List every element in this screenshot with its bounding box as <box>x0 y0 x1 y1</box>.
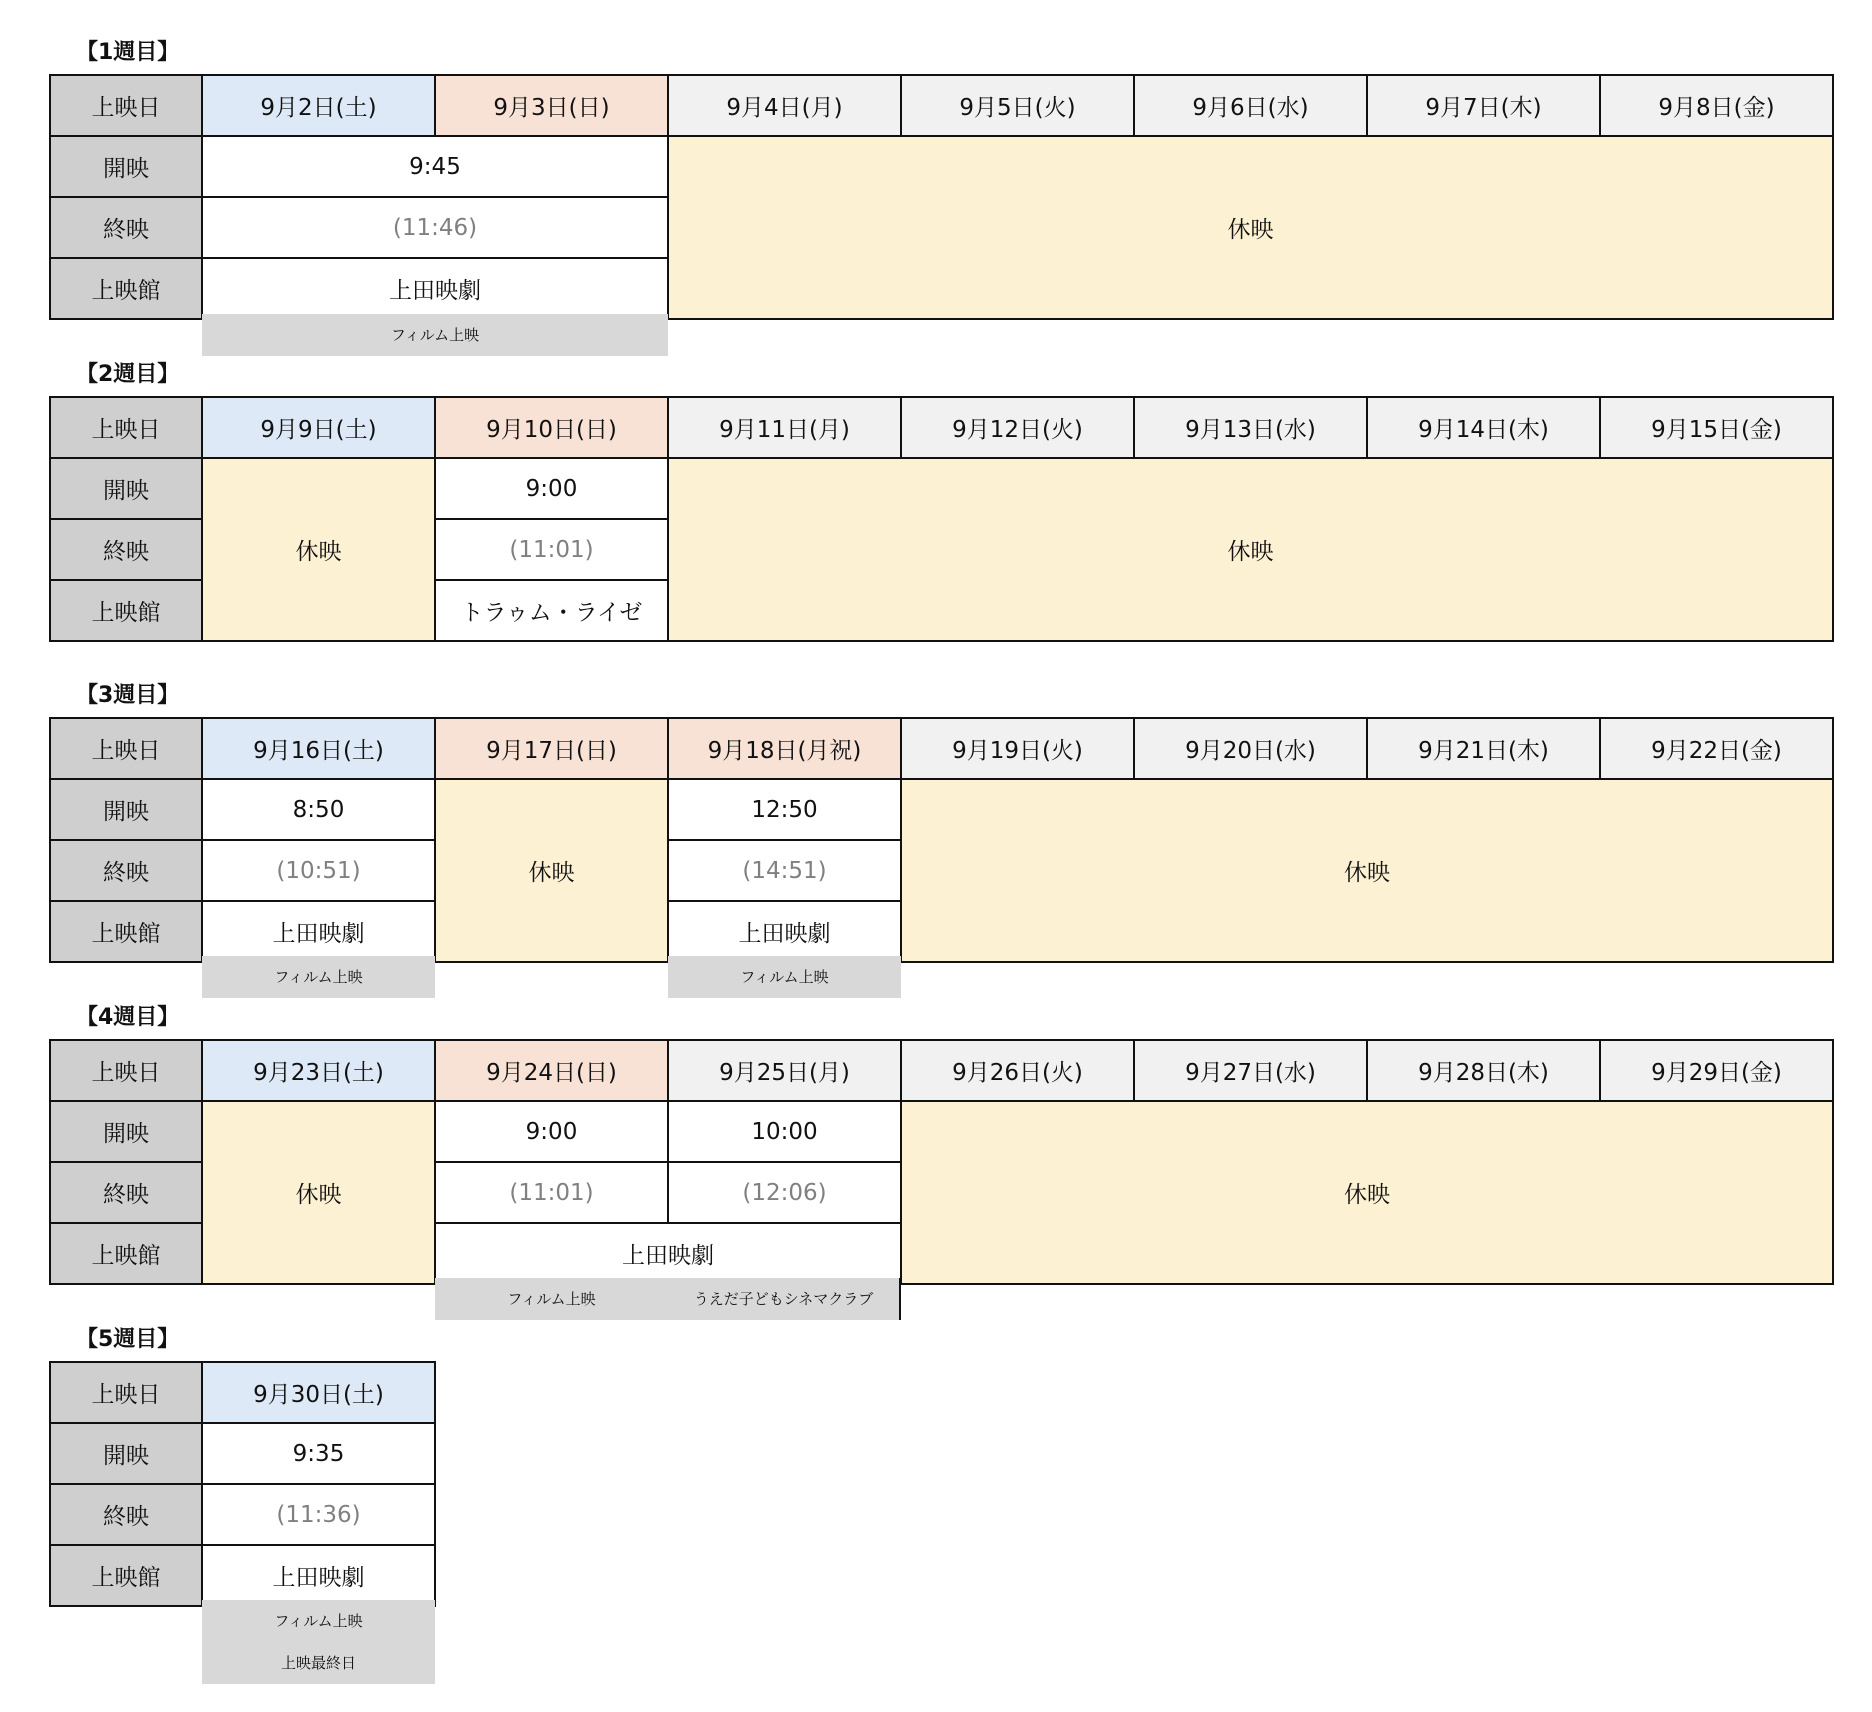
date-cell: 9月25日(月) <box>668 1040 901 1101</box>
end-time: (11:36) <box>202 1484 435 1545</box>
date-cell: 9月8日(金) <box>1600 75 1833 136</box>
row-label-start: 開映 <box>50 136 202 197</box>
closed-cell: 休映 <box>202 1101 435 1284</box>
end-time: (14:51) <box>668 840 901 901</box>
start-row <box>50 1423 435 1484</box>
date-cell: 9月22日(金) <box>1600 718 1833 779</box>
date-cell: 9月20日(水) <box>1134 718 1367 779</box>
start-time: 12:50 <box>668 779 901 840</box>
date-cell: 9月23日(土) <box>202 1040 435 1101</box>
venue-cell: 上田映劇 <box>202 1545 435 1606</box>
date-cell: 9月13日(水) <box>1134 397 1367 458</box>
date-cell: 9月27日(水) <box>1134 1040 1367 1101</box>
start-time: 9:45 <box>202 136 668 197</box>
date-cell: 9月3日(日) <box>435 75 668 136</box>
week3-title: 【3週目】 <box>76 683 180 708</box>
row-label-start: 開映 <box>50 1423 202 1484</box>
date-cell: 9月12日(火) <box>901 397 1134 458</box>
date-cell: 9月14日(木) <box>1367 397 1600 458</box>
note-badge: フィルム上映 <box>202 314 668 356</box>
start-row <box>50 1101 1833 1162</box>
week1-table <box>49 74 1834 320</box>
date-row <box>50 1362 435 1423</box>
row-label-end: 終映 <box>50 1484 202 1545</box>
venue-cell: 上田映劇 <box>202 901 435 962</box>
date-cell: 9月7日(木) <box>1367 75 1600 136</box>
week5-title: 【5週目】 <box>76 1327 180 1352</box>
date-row <box>50 75 1833 136</box>
venue-row <box>50 1545 435 1606</box>
closed-cell: 休映 <box>668 458 1833 641</box>
start-row <box>50 458 1833 519</box>
row-label-end: 終映 <box>50 519 202 580</box>
week5-table <box>49 1361 436 1607</box>
end-time: (11:01) <box>435 1162 668 1223</box>
end-time: (11:01) <box>435 519 668 580</box>
row-label-start: 開映 <box>50 1101 202 1162</box>
note-badge: フィルム上映 <box>274 1612 363 1630</box>
closed-cell: 休映 <box>202 458 435 641</box>
date-cell: 9月11日(月) <box>668 397 901 458</box>
row-label-start: 開映 <box>50 458 202 519</box>
row-label-date: 上映日 <box>50 718 202 779</box>
start-time: 9:00 <box>435 1101 668 1162</box>
week2-table <box>49 396 1834 642</box>
venue-cell: 上田映劇 <box>668 901 901 962</box>
note-badge: フィルム上映 <box>202 956 435 998</box>
date-cell: 9月21日(木) <box>1367 718 1600 779</box>
row-label-venue: 上映館 <box>50 1545 202 1606</box>
row-label-start: 開映 <box>50 779 202 840</box>
date-cell: 9月18日(月祝) <box>668 718 901 779</box>
date-cell: 9月15日(金) <box>1600 397 1833 458</box>
closed-cell: 休映 <box>901 1101 1833 1284</box>
date-cell: 9月17日(日) <box>435 718 668 779</box>
date-cell: 9月28日(木) <box>1367 1040 1600 1101</box>
date-row <box>50 718 1833 779</box>
row-label-date: 上映日 <box>50 1362 202 1423</box>
row-label-date: 上映日 <box>50 397 202 458</box>
date-cell: 9月9日(土) <box>202 397 435 458</box>
start-time: 10:00 <box>668 1101 901 1162</box>
date-cell: 9月5日(火) <box>901 75 1134 136</box>
date-cell: 9月26日(火) <box>901 1040 1134 1101</box>
start-time: 8:50 <box>202 779 435 840</box>
row-label-end: 終映 <box>50 1162 202 1223</box>
note-badge: フィルム上映 <box>668 956 901 998</box>
start-row <box>50 136 1833 197</box>
date-cell: 9月6日(水) <box>1134 75 1367 136</box>
row-label-venue: 上映館 <box>50 258 202 319</box>
row-label-date: 上映日 <box>50 1040 202 1101</box>
date-cell: 9月16日(土) <box>202 718 435 779</box>
date-cell: 9月10日(日) <box>435 397 668 458</box>
venue-cell: トラゥム・ライゼ <box>435 580 668 641</box>
row-label-end: 終映 <box>50 197 202 258</box>
note-badge: うえだ子どもシネマクラブ <box>668 1278 901 1320</box>
start-time: 9:00 <box>435 458 668 519</box>
row-label-venue: 上映館 <box>50 580 202 641</box>
date-cell: 9月30日(土) <box>202 1362 435 1423</box>
end-row <box>50 1484 435 1545</box>
date-cell: 9月24日(日) <box>435 1040 668 1101</box>
note-badge: 上映最終日 <box>280 1654 356 1672</box>
note-badge: フィルム上映 <box>435 1278 668 1320</box>
end-time: (10:51) <box>202 840 435 901</box>
row-label-venue: 上映館 <box>50 1223 202 1284</box>
date-row <box>50 1040 1833 1101</box>
week4-title: 【4週目】 <box>76 1005 180 1030</box>
row-label-venue: 上映館 <box>50 901 202 962</box>
date-cell: 9月2日(土) <box>202 75 435 136</box>
date-row <box>50 397 1833 458</box>
venue-cell: 上田映劇 <box>435 1223 901 1284</box>
note-badge-stack <box>202 1600 435 1684</box>
date-cell: 9月4日(月) <box>668 75 901 136</box>
closed-cell: 休映 <box>435 779 668 962</box>
venue-cell: 上田映劇 <box>202 258 668 319</box>
closed-cell: 休映 <box>668 136 1833 319</box>
start-row <box>50 779 1833 840</box>
week3-table <box>49 717 1834 963</box>
end-time: (11:46) <box>202 197 668 258</box>
date-cell: 9月29日(金) <box>1600 1040 1833 1101</box>
start-time: 9:35 <box>202 1423 435 1484</box>
row-label-end: 終映 <box>50 840 202 901</box>
row-label-date: 上映日 <box>50 75 202 136</box>
week1-title: 【1週目】 <box>76 40 180 65</box>
closed-cell: 休映 <box>901 779 1833 962</box>
date-cell: 9月19日(火) <box>901 718 1134 779</box>
week4-table <box>49 1039 1834 1285</box>
week2-title: 【2週目】 <box>76 362 180 387</box>
end-time: (12:06) <box>668 1162 901 1223</box>
